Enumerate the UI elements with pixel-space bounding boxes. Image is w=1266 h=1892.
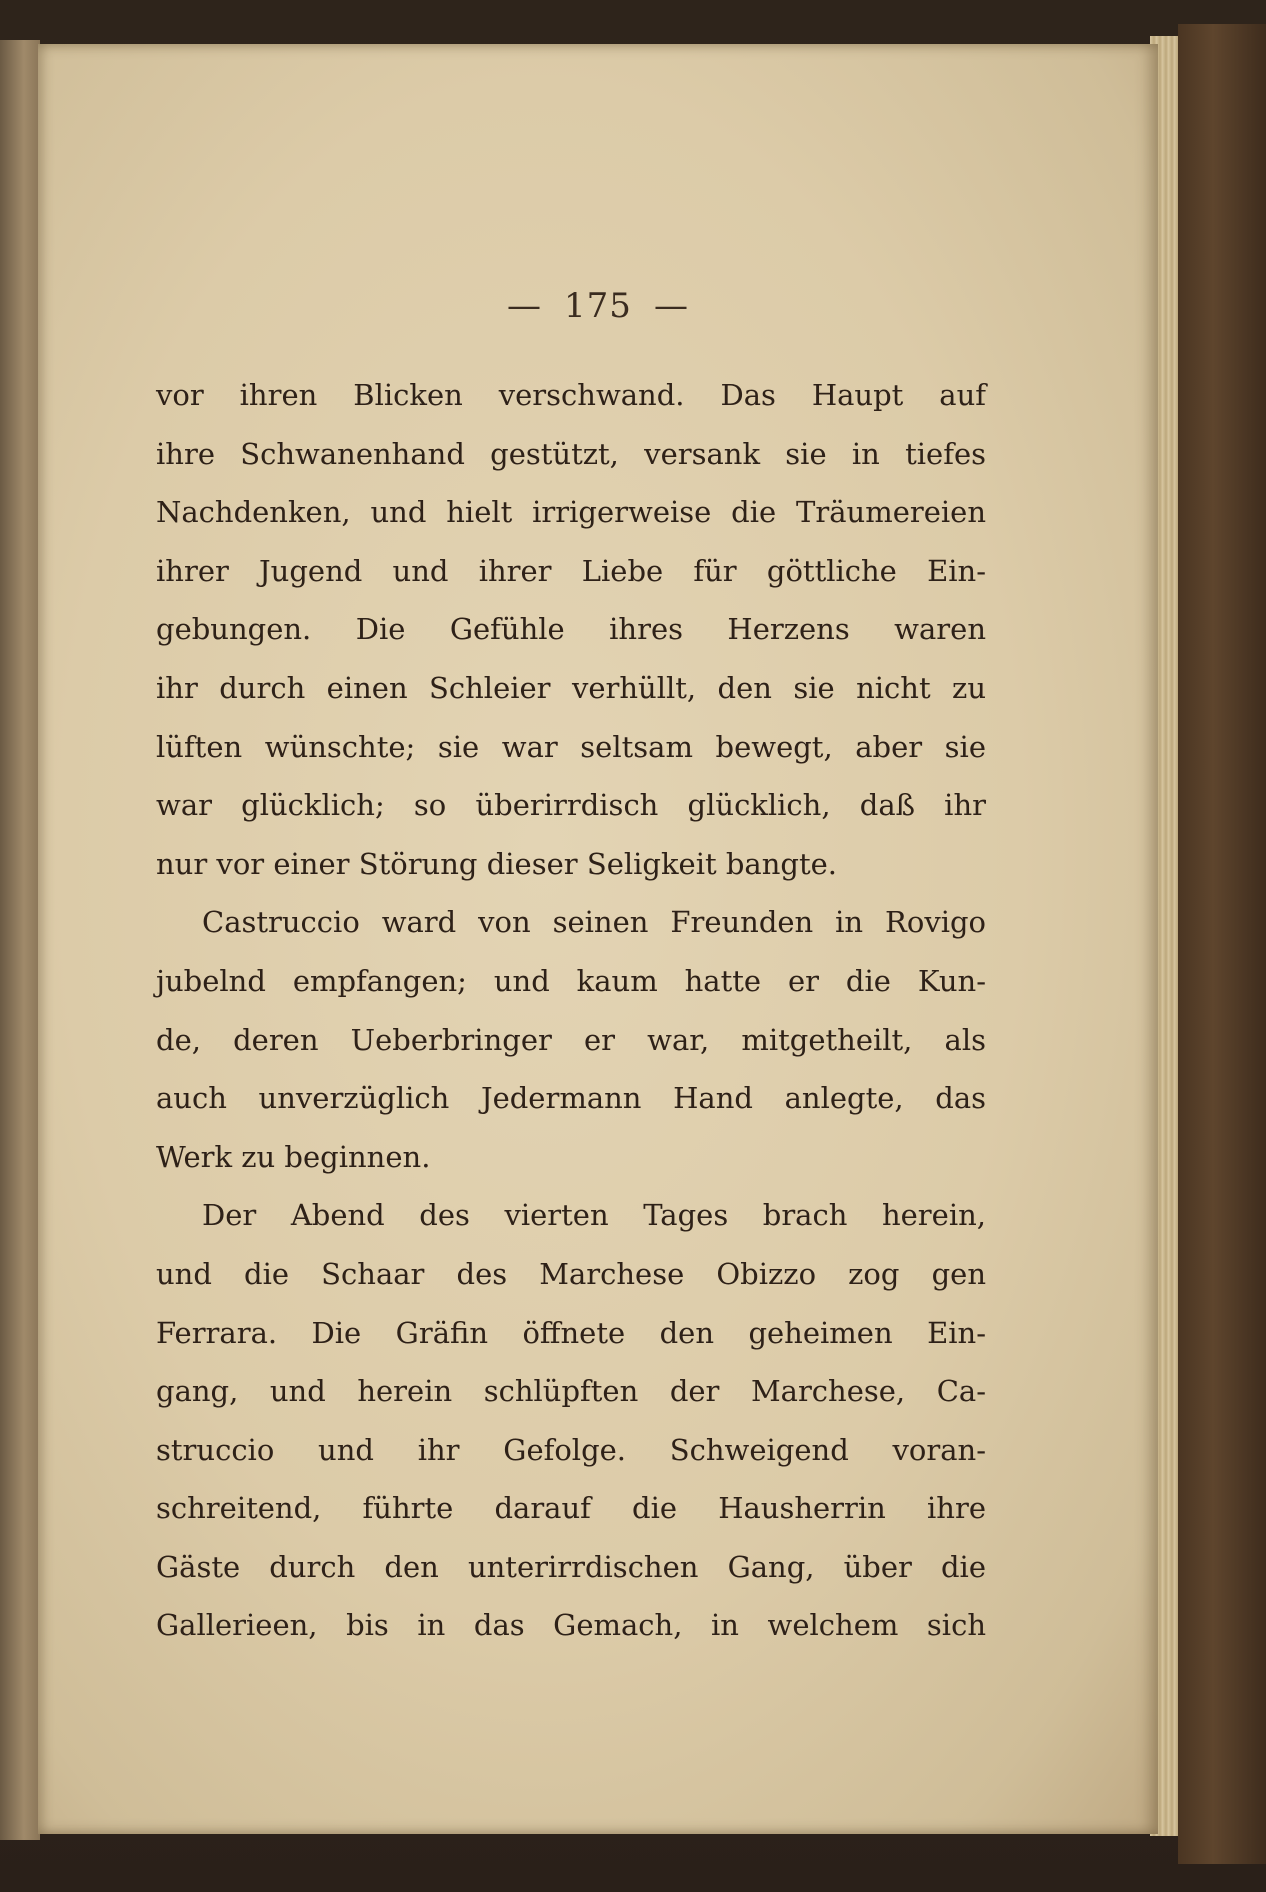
text-line: de, deren Ueberbringer er war, mitgetheilt, als <box>156 1022 986 1057</box>
book-page <box>38 44 1158 1834</box>
text-line: struccio und ihr Gefolge. Schweigend voran- <box>156 1432 986 1467</box>
text-line: gang, und herein schlüpften der Marchese, Ca- <box>156 1374 986 1409</box>
text-line: nur vor einer Störung dieser Seligkeit bangte. <box>156 846 837 881</box>
header-dash-right: — <box>653 286 689 326</box>
text-line: Ferrara. Die Gräfin öffnete den geheimen Ein- <box>156 1315 986 1350</box>
text-line: auch unverzüglich Jedermann Hand anlegte, das <box>156 1081 986 1116</box>
body-text <box>156 366 986 1655</box>
text-line: lüften wünschte; sie war seltsam bewegt, aber sie <box>156 729 986 764</box>
text-line: war glücklich; so überirrdisch glücklich, daß ihr <box>156 788 986 823</box>
text-line: jubelnd empfangen; und kaum hatte er die Kun- <box>156 963 986 998</box>
text-line: und die Schaar des Marchese Obizzo zog gen <box>156 1256 986 1291</box>
page-header <box>38 286 1158 326</box>
book-cover-edge <box>1178 24 1266 1864</box>
text-line: ihrer Jugend und ihrer Liebe für göttliche Ein- <box>156 553 986 588</box>
previous-page-edge <box>0 40 40 1840</box>
header-dash-left: — <box>507 286 543 326</box>
text-line: schreitend, führte darauf die Hausherrin ihre <box>156 1491 986 1526</box>
text-line: ihr durch einen Schleier verhüllt, den sie nicht zu <box>156 670 986 705</box>
text-line: Gäste durch den unterirrdischen Gang, über die <box>156 1549 986 1584</box>
page-number: 175 <box>564 286 632 326</box>
text-line: ihre Schwanenhand gestützt, versank sie in tiefes <box>156 436 986 471</box>
text-line: Nachdenken, und hielt irrigerweise die Träumereien <box>156 495 986 530</box>
text-line: Castruccio ward von seinen Freunden in Rovigo <box>202 905 986 940</box>
text-line: Gallerieen, bis in das Gemach, in welchem sich <box>156 1608 986 1643</box>
text-line: vor ihren Blicken verschwand. Das Haupt auf <box>156 378 986 412</box>
text-line: Der Abend des vierten Tages brach herein, <box>202 1198 986 1233</box>
text-line: gebungen. Die Gefühle ihres Herzens waren <box>156 612 986 647</box>
text-line: Werk zu beginnen. <box>156 1139 431 1174</box>
